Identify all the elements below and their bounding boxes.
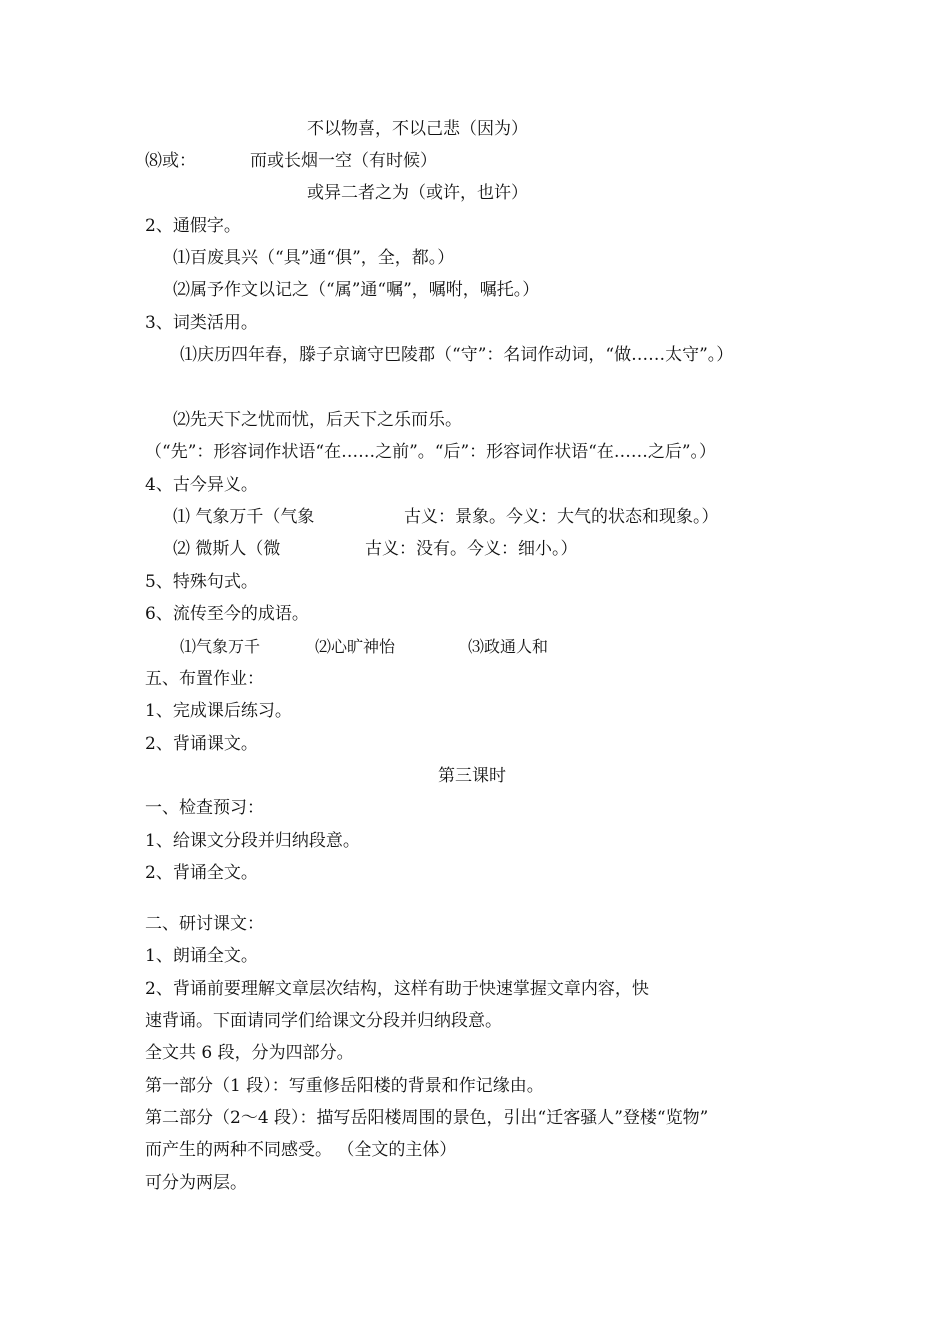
section-heading-preview: 一、检查预习：	[145, 798, 264, 818]
chengyu-item-3: ⑶政通人和	[468, 637, 549, 656]
cilei-item-1: ⑴庆历四年春，滕子京谪守巴陵郡（“守”：名词作动词，“做……太守”。）	[180, 345, 734, 365]
part-two-layers: 可分为两层。	[145, 1173, 247, 1193]
tongjiazi-item-1: ⑴百废具兴（“具”通“俱”，全，都。）	[173, 248, 455, 268]
section-heading-tongjiazi: 2、通假字。	[145, 216, 241, 236]
part-two-cont: 而产生的两种不同感受。 （全文的主体）	[145, 1140, 457, 1160]
tongjiazi-item-2: ⑵属予作文以记之（“属”通“嘱”，嘱咐，嘱托。）	[173, 280, 540, 300]
preview-item-2: 2、背诵全文。	[145, 863, 258, 883]
chengyu-item-1: ⑴气象万千	[180, 637, 261, 656]
preview-item-1: 1、给课文分段并归纳段意。	[145, 831, 360, 851]
section-heading-chengyu: 6、流传至今的成语。	[145, 604, 309, 624]
homework-item-2: 2、背诵课文。	[145, 734, 258, 754]
section-heading-study: 二、研讨课文：	[145, 914, 264, 934]
cilei-item-2-note: （“先”：形容词作状语“在……之前”。“后”：形容词作状语“在……之后”。）	[145, 442, 717, 462]
cilei-item-2: ⑵先天下之忧而忧，后天下之乐而乐。	[173, 410, 462, 430]
example-sentence-2: 而或长烟一空（有时候）	[250, 151, 437, 171]
gujin-item-1-meaning: 古义：景象。今义：大气的状态和现象。）	[404, 507, 719, 527]
gujin-item-1-term: ⑴ 气象万千（气象	[173, 507, 315, 527]
section-heading-teshu: 5、特殊句式。	[145, 572, 258, 592]
item-label-8: ⑻或：	[145, 151, 196, 171]
study-item-1: 1、朗诵全文。	[145, 946, 258, 966]
lesson-title: 第三课时	[438, 766, 506, 786]
example-sentence-3: 或异二者之为（或许，也许）	[307, 183, 528, 203]
chengyu-item-2: ⑵心旷神怡	[315, 637, 396, 656]
paragraph-summary: 全文共 6 段，分为四部分。	[145, 1043, 354, 1063]
study-item-2-cont: 速背诵。下面请同学们给课文分段并归纳段意。	[145, 1011, 502, 1031]
gujin-item-2-meaning: 古义：没有。今义：细小。）	[365, 539, 578, 559]
part-two: 第二部分（2～4 段）：描写岳阳楼周围的景色，引出“迁客骚人”登楼“览物”	[145, 1108, 709, 1128]
gujin-item-2-term: ⑵ 微斯人（微	[173, 539, 281, 559]
homework-item-1: 1、完成课后练习。	[145, 701, 292, 721]
study-item-2: 2、背诵前要理解文章层次结构，这样有助于快速掌握文章内容，快	[145, 979, 649, 999]
section-heading-homework: 五、布置作业：	[145, 669, 264, 689]
example-sentence-1: 不以物喜，不以己悲（因为）	[307, 119, 528, 139]
section-heading-gujin: 4、古今异义。	[145, 475, 258, 495]
part-one: 第一部分（1 段）：写重修岳阳楼的背景和作记缘由。	[145, 1076, 544, 1096]
section-heading-cilei: 3、词类活用。	[145, 313, 258, 333]
